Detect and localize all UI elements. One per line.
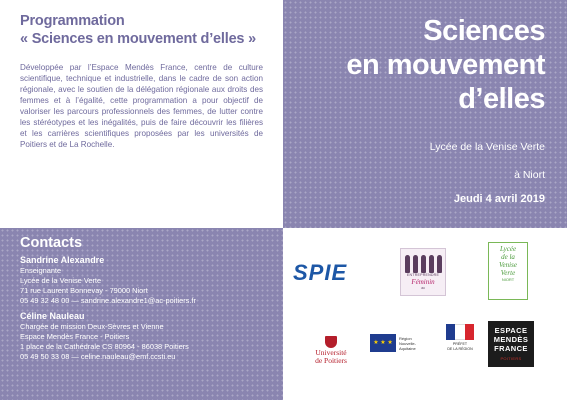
universite-poitiers-logo [309, 336, 353, 372]
contact-phone-email: 05 49 50 33 08 — celine.nauleau@emf.ccsti.eu [20, 352, 176, 361]
event-title-line3: d’elles [458, 83, 545, 115]
university-city-label: de Poitiers [315, 356, 347, 365]
lycee-logo-line4: Verte [500, 269, 516, 277]
lycee-logo-line2: de la [501, 253, 515, 261]
event-date: Jeudi 4 avril 2019 [453, 193, 545, 205]
contact-name: Céline Nauleau [20, 311, 85, 321]
women-silhouettes-icon [403, 251, 443, 273]
event-title [346, 14, 545, 116]
emf-city: POITIERS [500, 356, 522, 361]
contact-phone-email: 05 49 32 48 00 — sandrine.alexandre1@ac-poitiers.fr [20, 296, 196, 305]
contact-card [20, 311, 263, 362]
contact-role: Enseignante [20, 266, 62, 275]
event-title-line1: Sciences [423, 15, 545, 47]
region-label: Région Nouvelle- Aquitaine [399, 335, 416, 351]
event-title-line2: en mouvement [346, 49, 545, 81]
contact-organization: Espace Mendès France - Poitiers [20, 332, 130, 341]
marianne-flag-icon [446, 324, 474, 340]
contact-name: Sandrine Alexandre [20, 255, 105, 265]
lycee-venise-verte-logo [488, 242, 528, 300]
emf-line2: MENDÈS [493, 335, 529, 344]
entreprendre-feminin-logo [400, 248, 446, 296]
emf-line3: FRANCE [494, 344, 528, 353]
contact-role: Chargée de mission Deux-Sèvres et Vienne [20, 322, 164, 331]
contacts-heading: Contacts [20, 235, 83, 251]
lycee-logo-line1: Lycée [499, 245, 517, 253]
programmation-heading-line1: Programmation [20, 13, 125, 29]
programmation-heading-line2: « Sciences en mouvement d’elles » [20, 31, 256, 47]
event-venue: Lycée de la Venise Verte [429, 141, 545, 153]
spie-logo-text: SPIE [293, 260, 348, 285]
emf-line1: ESPACE [494, 326, 528, 335]
lycee-logo-city: NIORT [501, 277, 515, 282]
region-nouvelle-aquitaine-logo [370, 329, 432, 357]
contacts-section [0, 228, 283, 400]
programmation-heading [20, 12, 263, 48]
prefet-label: PRÉFET DE LA RÉGION [447, 342, 473, 351]
feminin-label: Féminin [411, 278, 435, 286]
contact-address: 71 rue Laurent Bonnevay - 79000 Niort [20, 286, 148, 295]
contact-organization: Lycée de la Venise Verte [20, 276, 102, 285]
programmation-description: Développée par l’Espace Mendès France, centre de culture scientifique, technique et industrielle, dans le cadre de son action régionale, avec le soutien de la délégation régionale aux droits des femmes et à l’égalité, cette programmation a pour objectif de valoriser les parcours professionnels des femmes, de lutter contre les stéréotypes et les inégalités, puis de faire découvrir les filières et les carrières scientifiques proposées par les universités de Poitiers et de La Rochelle. [20, 63, 263, 149]
contact-card [20, 255, 263, 306]
spie-logo [293, 258, 361, 288]
entreprendre-sub-label: au [421, 286, 425, 290]
contact-address: 1 place de la Cathédrale CS 80964 - 86038 Poitiers [20, 342, 189, 351]
university-crest-icon [325, 336, 337, 348]
event-title-panel [283, 0, 567, 228]
partner-logos [283, 228, 567, 400]
event-city: à Niort [514, 169, 545, 181]
eu-flag-icon: ★ ★ ★ [370, 334, 396, 352]
entreprendre-label: ENTREPRENDRE [406, 273, 440, 277]
programmation-section [0, 0, 283, 228]
espace-mendes-france-logo [488, 321, 534, 367]
lycee-logo-line3: Venise [499, 261, 517, 269]
prefet-region-logo [443, 324, 477, 368]
university-label: Université [315, 348, 347, 357]
